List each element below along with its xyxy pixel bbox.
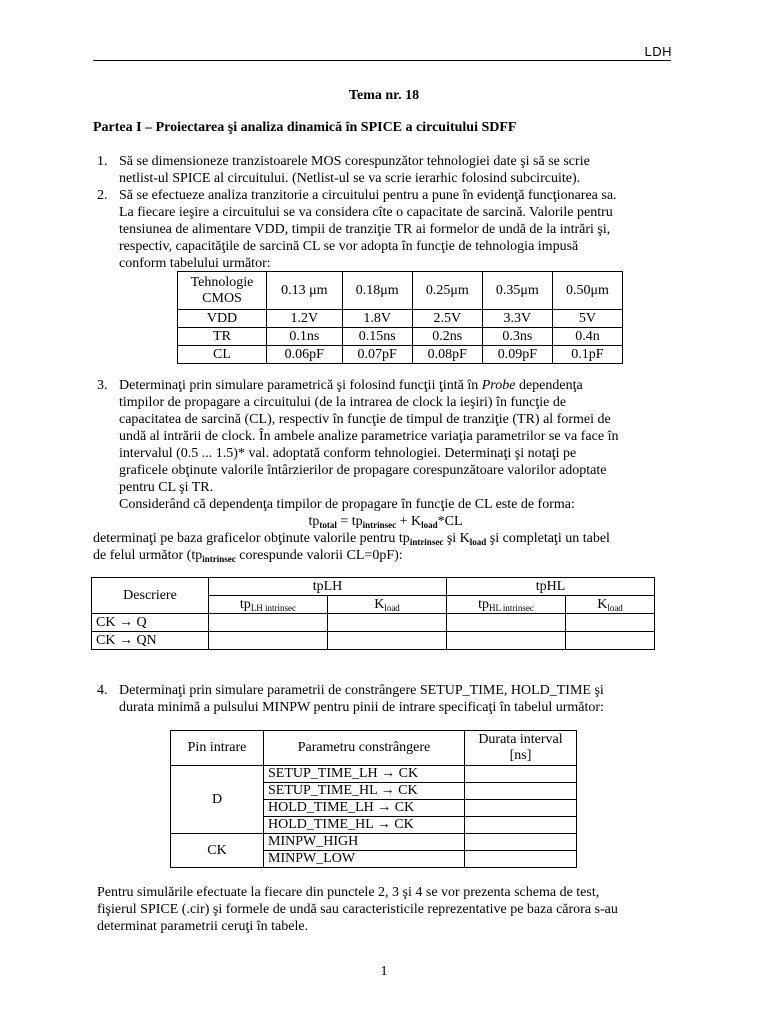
text-line: timpilor de propagare a circuitului (de la intrarea de clock la ieşiri) în funcţie de [119, 395, 567, 410]
technology-table [177, 271, 623, 364]
constraint-table [170, 730, 577, 868]
page-title: Tema nr. 18 [348, 88, 420, 103]
table-header-row [178, 272, 623, 310]
pin-label: D [171, 766, 264, 834]
text-line: capacitatea de sarcină (CL), respectiv în funcţie de timpul de tranziţie (TR) al formei de [119, 412, 611, 427]
table-cell: 1.2V [267, 310, 343, 328]
param-cell: SETUP_TIME_LH → CK [264, 766, 465, 783]
table-cell: 0.3ns [482, 328, 552, 346]
table-cell [566, 614, 655, 632]
header-tag: LDH [644, 44, 672, 59]
table-header-cell: $tp_{HL intrinsec}$ [447, 596, 566, 614]
table-cell [465, 766, 577, 783]
table-cell [465, 817, 577, 834]
header-label: Durata interval [478, 732, 563, 747]
text-line: Determinaţi prin simulare parametrică şi folosind funcţii ţintă în Probe dependenţa [119, 378, 583, 393]
text-line: determinat parametrii ceruţi în tabele. [97, 919, 309, 934]
table-header-cell: 0.50μm [552, 272, 622, 310]
page-number: 1 [380, 964, 388, 979]
table-cell [447, 614, 566, 632]
table-cell: 0.09pF [482, 346, 552, 364]
text-line: Pentru simulările efectuate la fiecare din punctele 2, 3 şi 4 se vor prezenta schema de test, [97, 885, 600, 900]
text-line: Considerând că dependenţa timpilor de propagare în funcţie de CL este de forma: [119, 497, 575, 512]
table-header-cell: $tp_{LH intrinsec}$ [209, 596, 328, 614]
table-row [171, 834, 577, 851]
table-header-row [92, 578, 655, 596]
table-cell [465, 851, 577, 868]
row-label: CK → Q [92, 614, 209, 632]
table-cell: 5V [552, 310, 622, 328]
final-paragraph [97, 884, 672, 935]
item-number: 1. [97, 154, 108, 169]
table-header-row [171, 731, 577, 766]
table-cell: 2.5V [412, 310, 482, 328]
table-cell [566, 632, 655, 650]
table-header-cell: Pin intrare [171, 731, 264, 766]
table-header-cell: tpHL [447, 578, 655, 596]
param-cell: MINPW_LOW [264, 851, 465, 868]
table-header-cell: tpLH [209, 578, 447, 596]
table-header-cell: 0.13 μm [267, 272, 343, 310]
table-cell [209, 614, 328, 632]
row-label: CL [178, 346, 267, 364]
table-header-cell: Parametru constrângere [264, 731, 465, 766]
text-line: tensiunea de alimentare VDD, timpii de tranziţie TR ai formelor de undă de la intrări şi, [119, 222, 611, 237]
param-cell: HOLD_TIME_LH → CK [264, 800, 465, 817]
table-header-cell: 0.18μm [342, 272, 412, 310]
task-item-2 [93, 187, 678, 272]
pin-label: CK [171, 834, 264, 868]
item-number: 3. [97, 378, 108, 393]
row-label: VDD [178, 310, 267, 328]
header-label: Tehnologie [190, 274, 254, 290]
param-cell: MINPW_HIGH [264, 834, 465, 851]
table-row [92, 632, 655, 650]
table-header-cell: Descriere [92, 578, 209, 614]
param-cell: HOLD_TIME_HL → CK [264, 817, 465, 834]
table-header-cell: 0.25μm [412, 272, 482, 310]
text-line: determinaţi pe baza graficelor obţinute valorile pentru $tp_{intrinsec}$ şi $K_{load}$ şi completaţi un tabel [93, 531, 610, 547]
text-line: La fiecare ieşire a circuitului se va considera cîte o capacitate de sarcină. Valorile pentru [119, 205, 613, 220]
text-line: fişierul SPICE (.cir) şi formele de undă sau caracteristicile reprezentative pe baza cărora s-au [97, 902, 618, 917]
text-line: Să se efectueze analiza tranzitorie a circuitului pentru a pune în evidenţă funcţionarea sa. [119, 188, 617, 203]
table-row [171, 766, 577, 783]
table-cell: 0.15ns [342, 328, 412, 346]
text-line: graficele obţinute valorile întârzierilor de propagare corespunzătoare valorilor adoptate [119, 463, 607, 478]
text-line: undă al intrării de clock. În ambele analize parametrice variaţia parametrilor se va face în [119, 429, 619, 444]
table-cell [328, 632, 447, 650]
table-row [178, 310, 623, 328]
table-row [178, 328, 623, 346]
part-title: Partea I – Proiectarea şi analiza dinamică în SPICE a circuitului SDFF [93, 120, 517, 135]
table-cell [328, 614, 447, 632]
table-cell [447, 632, 566, 650]
table-cell [465, 783, 577, 800]
row-label: TR [178, 328, 267, 346]
item-number: 4. [97, 683, 108, 698]
table-cell: 0.06pF [267, 346, 343, 364]
table-cell: 0.1ns [267, 328, 343, 346]
table-header-cell: 0.35μm [482, 272, 552, 310]
table-cell: 0.07pF [342, 346, 412, 364]
param-cell: SETUP_TIME_HL → CK [264, 783, 465, 800]
propagation-delay-table [91, 577, 655, 650]
row-label: CK → QN [92, 632, 209, 650]
text-line: Determinaţi prin simulare parametrii de constrângere SETUP_TIME, HOLD_TIME şi [119, 683, 604, 698]
table-cell: 0.4n [552, 328, 622, 346]
text-line: durata minimă a pulsului MINPW pentru pinii de intrare specificaţi în tabelul următor: [119, 700, 604, 715]
header-label: [ns] [509, 748, 532, 763]
table-row [178, 346, 623, 364]
header-rule [93, 60, 671, 61]
table-cell [209, 632, 328, 650]
text-line: conform tabelului următor: [119, 256, 271, 271]
table-cell: 1.8V [342, 310, 412, 328]
task-item-3 [93, 377, 678, 564]
table-cell [465, 800, 577, 817]
propagation-formula: $tp_{total} = tp_{intrinsec} + K_{load}*CL$ [308, 514, 463, 530]
text-line: respectiv, capacităţile de sarcină CL se vor adopta în funcţie de tehnologia impusă [119, 239, 579, 254]
task-item-1 [93, 153, 678, 187]
header-label: CMOS [202, 290, 242, 306]
text-line: de felul următor ($tp_{intrinsec}$ corespunde valorii CL=0pF): [93, 548, 403, 564]
text-line: Să se dimensioneze tranzistoarele MOS corespunzător tehnologiei date şi să se scrie [119, 154, 590, 169]
table-header-cell: $K_{load}$ [566, 596, 655, 614]
probe-term: Probe [481, 378, 516, 393]
table-header-cell [465, 731, 577, 766]
table-row [92, 614, 655, 632]
table-header-cell: $K_{load}$ [328, 596, 447, 614]
table-cell: 3.3V [482, 310, 552, 328]
item-number: 2. [97, 188, 108, 203]
table-cell [465, 834, 577, 851]
table-cell: 0.1pF [552, 346, 622, 364]
table-cell: 0.2ns [412, 328, 482, 346]
text-line: netlist-ul SPICE al circuitului. (Netlist-ul se va scrie ierarhic folosind subcircuite). [119, 171, 581, 186]
text-line: intervalul (0.5 ... 1.5)* val. adoptată conform tehnologiei. Determinaţi şi notaţi pe [119, 446, 577, 461]
task-item-4 [93, 682, 678, 716]
table-header-cell [178, 272, 267, 310]
table-cell: 0.08pF [412, 346, 482, 364]
text-line: pentru CL şi TR. [119, 480, 214, 495]
